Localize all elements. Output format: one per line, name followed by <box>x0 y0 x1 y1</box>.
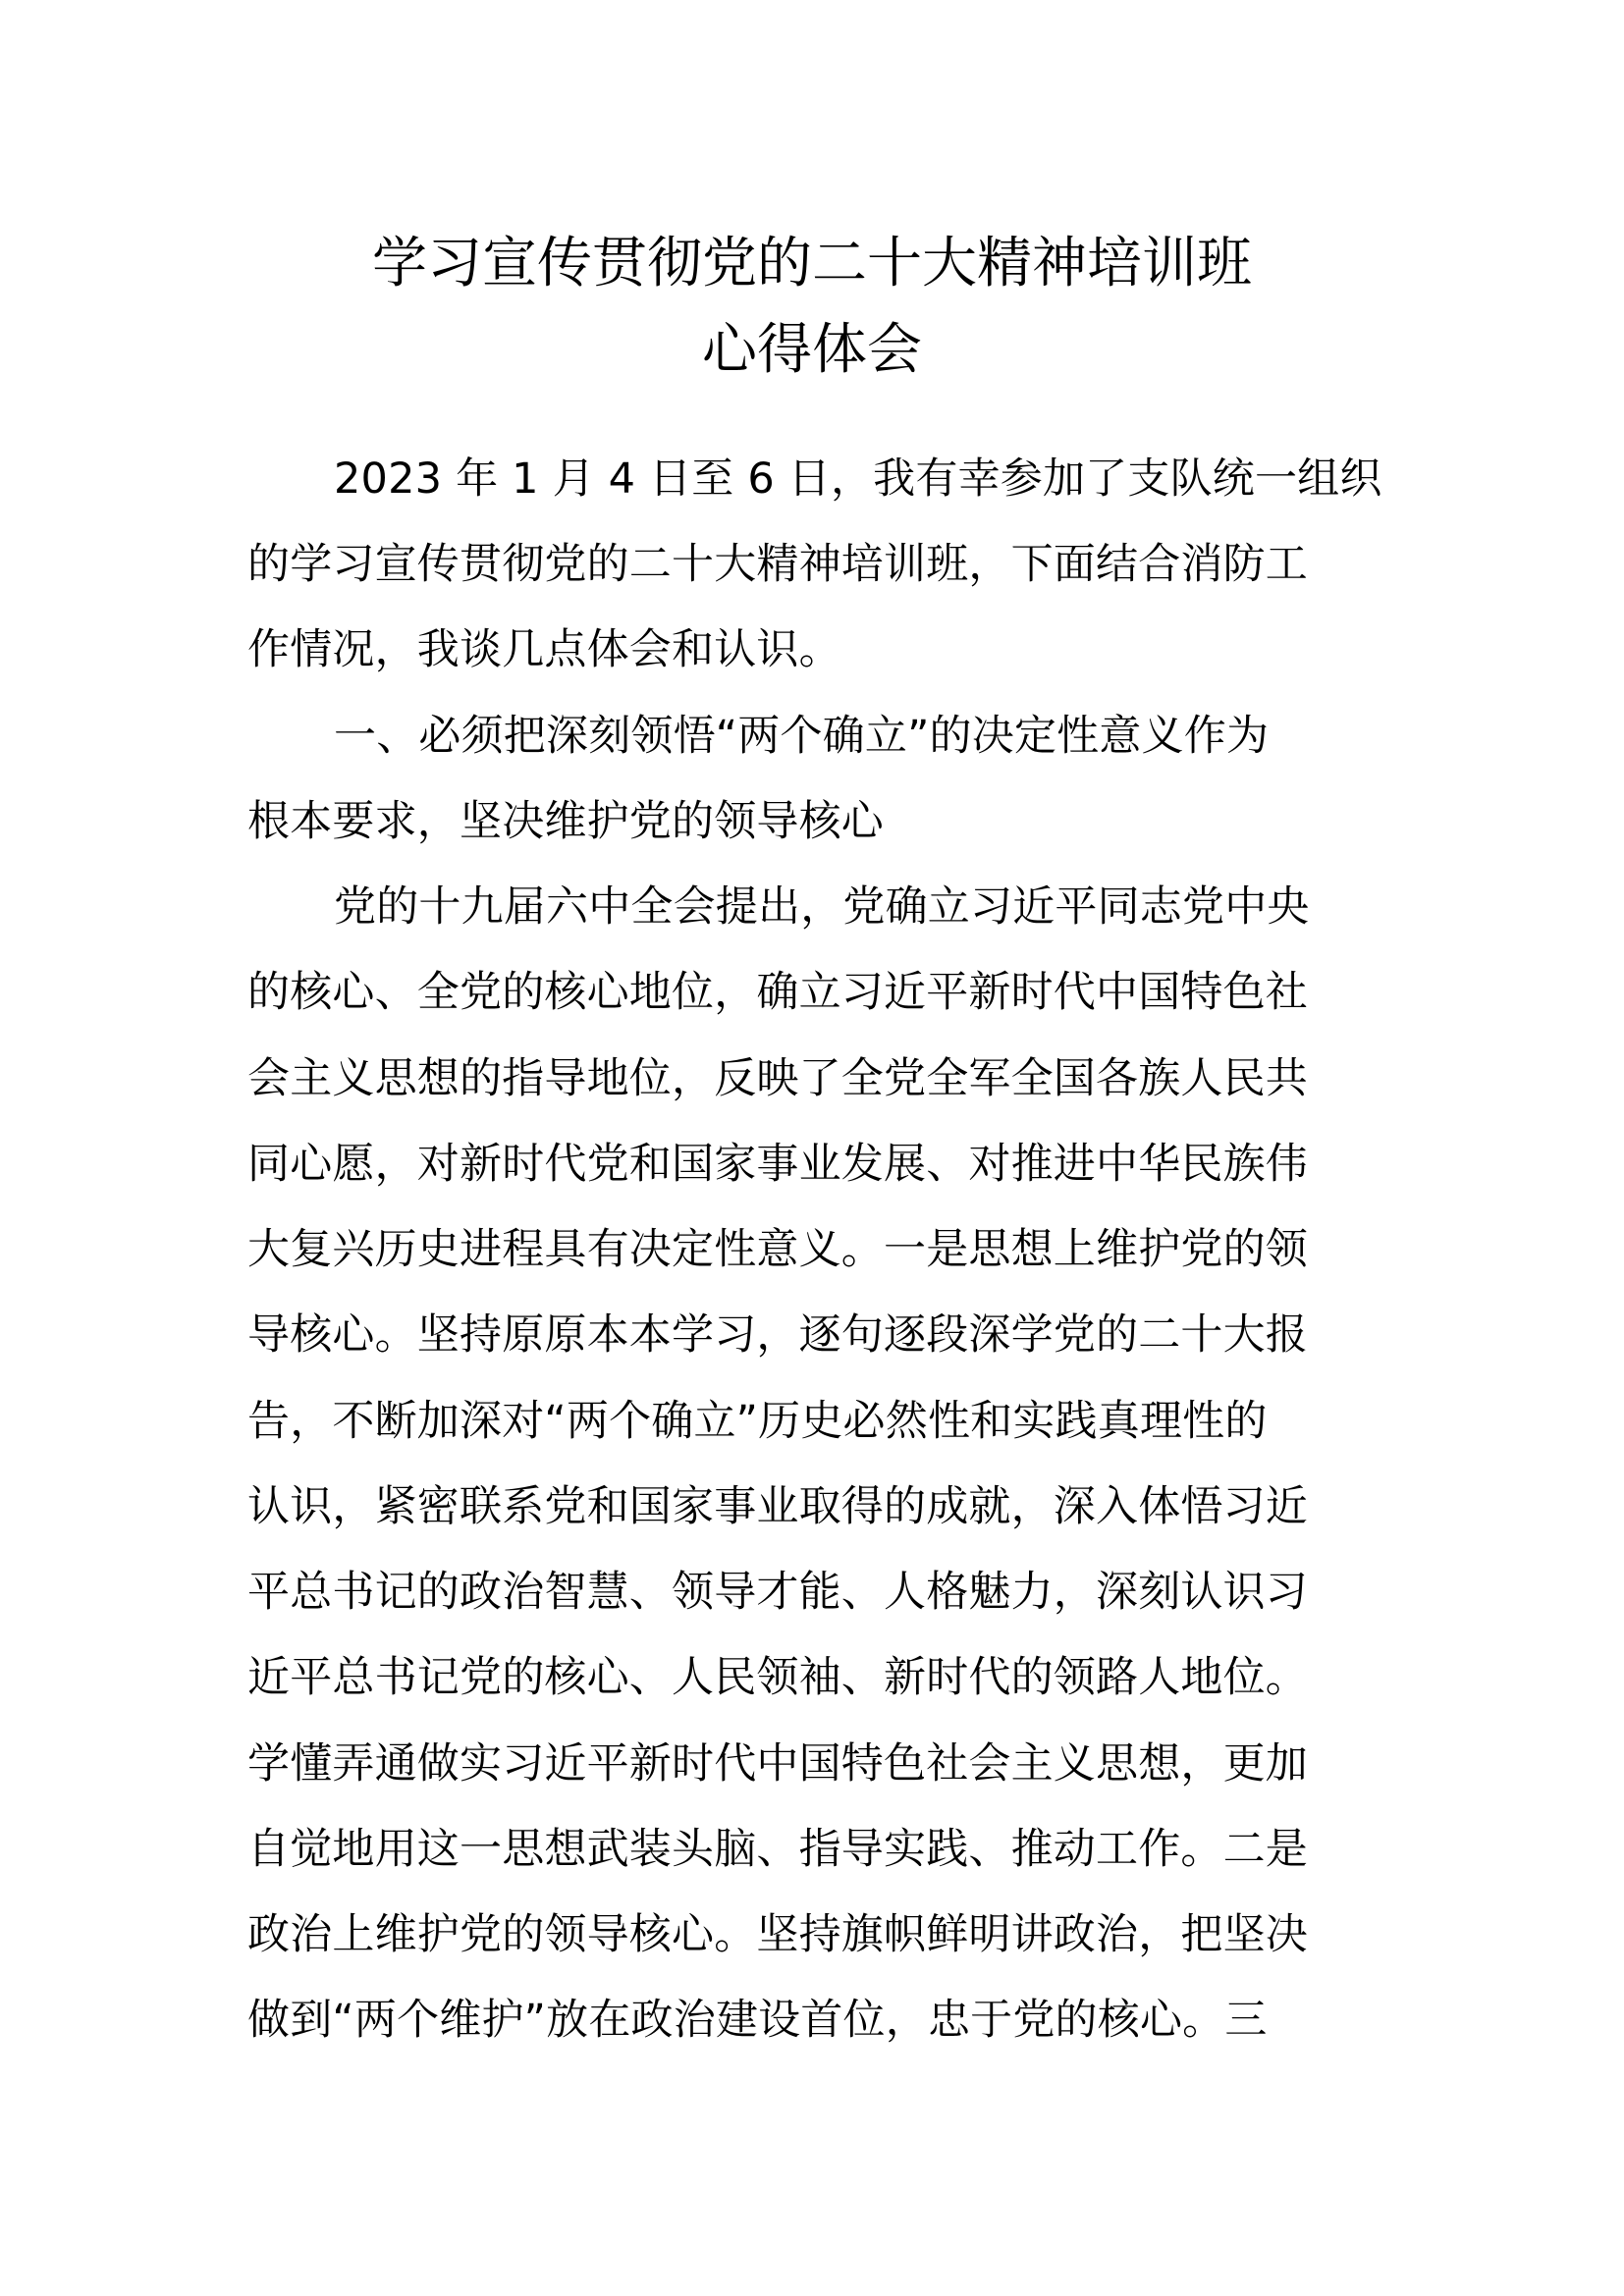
body-line: 同心愿，对新时代党和国家事业发展、对推进中华民族伟 <box>247 1140 1308 1189</box>
body-line: 近平总书记党的核心、人民领袖、新时代的领路人地位。 <box>247 1653 1308 1702</box>
title-line-2: 心得体会 <box>702 318 922 382</box>
body-line: 告，不断加深对“两个确立”历史必然性和实践真理性的 <box>247 1397 1268 1446</box>
body-line: 导核心。坚持原原本本学习，逐句逐段深学党的二十大报 <box>247 1310 1308 1360</box>
body-line: 政治上维护党的领导核心。坚持旗帜鲜明讲政治，把坚决 <box>247 1910 1308 1959</box>
section-heading-line: 一、必须把深刻领悟“两个确立”的决定性意义作为 <box>334 712 1270 761</box>
body-line: 平总书记的政治智慧、领导才能、人格魅力，深刻认识习 <box>247 1568 1308 1617</box>
body-line: 学懂弄通做实习近平新时代中国特色社会主义思想，更加 <box>247 1739 1308 1789</box>
body-line: 的核心、全党的核心地位，确立习近平新时代中国特色社 <box>247 968 1308 1017</box>
body-line: 党的十九届六中全会提出，党确立习近平同志党中央 <box>334 882 1310 932</box>
body-line: 的学习宣传贯彻党的二十大精神培训班，下面结合消防工 <box>247 540 1308 589</box>
body-line: 作情况，我谈几点体会和认识。 <box>247 625 841 674</box>
body-line: 做到“两个维护”放在政治建设首位，忠于党的核心。三 <box>247 1996 1268 2045</box>
body-line: 2023 年 1 月 4 日至 6 日，我有幸参加了支队统一组织 <box>334 454 1382 504</box>
section-heading-line: 根本要求，坚决维护党的领导核心 <box>247 797 884 846</box>
body-line: 自觉地用这一思想武装头脑、指导实践、推动工作。二是 <box>247 1825 1308 1874</box>
title-line-1: 学习宣传贯彻党的二十大精神培训班 <box>372 232 1252 295</box>
body-line: 大复兴历史进程具有决定性意义。一是思想上维护党的领 <box>247 1225 1308 1274</box>
body-line: 认识，紧密联系党和国家事业取得的成就，深入体悟习近 <box>247 1482 1308 1531</box>
body-line: 会主义思想的指导地位，反映了全党全军全国各族人民共 <box>247 1054 1308 1103</box>
